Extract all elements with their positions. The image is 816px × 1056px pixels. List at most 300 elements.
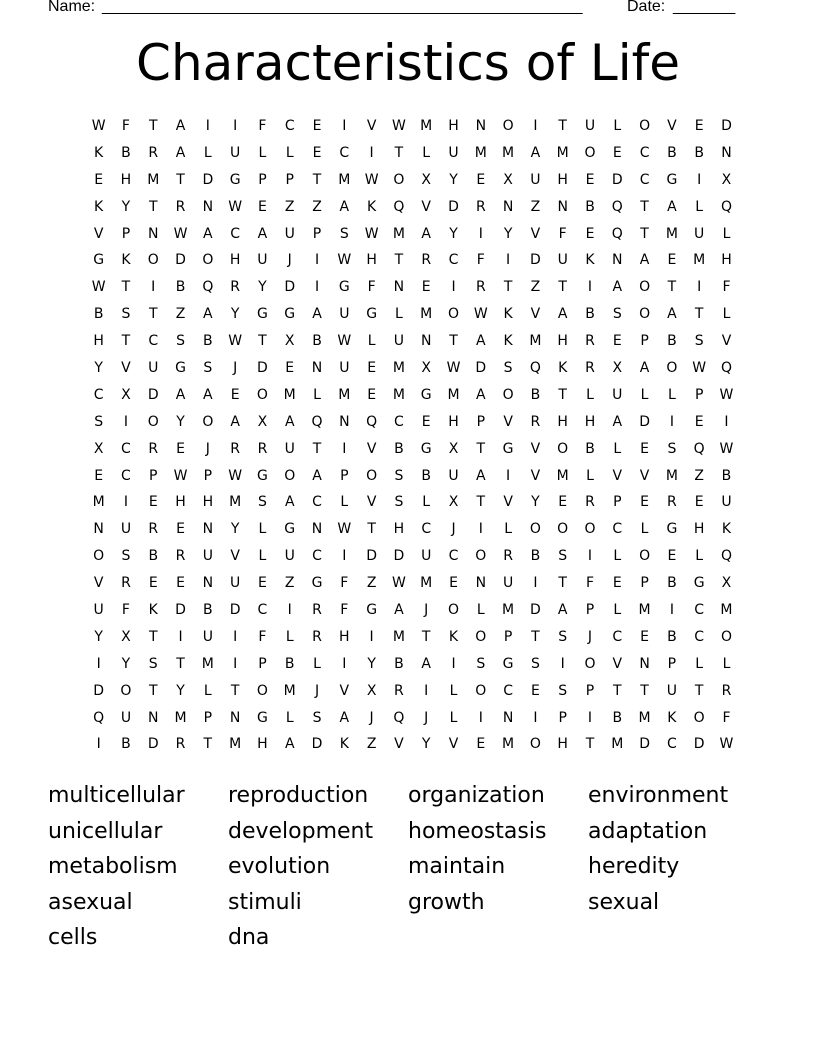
grid-letter: C	[694, 602, 705, 619]
grid-letter: B	[175, 279, 186, 296]
grid-letter: C	[257, 602, 268, 619]
grid-letter: R	[503, 548, 513, 565]
grid-letter: V	[530, 225, 541, 242]
grid-letter: I	[451, 655, 456, 672]
grid-letter: P	[667, 655, 677, 672]
grid-letter: V	[448, 736, 459, 753]
grid-letter: N	[148, 225, 159, 242]
grid-letter: L	[367, 333, 376, 350]
grid-letter: T	[558, 279, 567, 296]
grid-letter: A	[530, 144, 541, 161]
grid-letter: M	[665, 467, 678, 484]
grid-letter: W	[337, 252, 352, 269]
grid-letter: E	[176, 521, 185, 538]
grid-letter: E	[612, 333, 622, 350]
grid-letter: P	[312, 225, 322, 242]
grid-letter: Z	[366, 575, 377, 592]
grid-letter: K	[94, 144, 104, 161]
grid-letter: F	[367, 279, 376, 296]
grid-letter: M	[392, 628, 405, 645]
grid-letter: L	[203, 144, 212, 161]
grid-letter: V	[530, 467, 541, 484]
grid-letter: Q	[720, 360, 732, 377]
grid-letter: A	[476, 467, 486, 484]
grid-letter: H	[229, 252, 241, 269]
grid-letter: G	[175, 360, 186, 377]
grid-letter: V	[93, 225, 104, 242]
grid-letter: T	[558, 118, 567, 134]
grid-letter: E	[367, 386, 377, 403]
grid-letter: P	[558, 709, 567, 726]
grid-letter: M	[611, 736, 624, 753]
grid-letter: T	[176, 655, 185, 672]
grid-letter: X	[448, 440, 459, 457]
grid-letter: B	[530, 548, 541, 565]
grid-letter: H	[557, 736, 568, 753]
grid-letter: Y	[176, 413, 185, 430]
grid-letter: N	[420, 333, 432, 350]
grid-letter: P	[258, 171, 267, 188]
grid-letter: M	[392, 386, 405, 403]
grid-letter: Q	[611, 225, 623, 242]
grid-letter: R	[312, 628, 322, 645]
grid-letter: L	[449, 709, 458, 726]
grid-letter: L	[613, 548, 622, 565]
grid-letter: W	[364, 225, 379, 242]
grid-letter: H	[448, 413, 459, 430]
grid-letter: W	[91, 279, 106, 296]
word-list-item: unicellular	[48, 818, 163, 844]
grid-letter: B	[421, 467, 432, 484]
grid-letter: X	[284, 333, 295, 350]
grid-letter: E	[176, 575, 185, 592]
grid-letter: I	[96, 655, 101, 672]
grid-letter: T	[531, 628, 540, 645]
grid-letter: H	[339, 628, 350, 645]
grid-letter: R	[230, 279, 240, 296]
date-label: Date:	[627, 0, 666, 15]
grid-letter: O	[584, 144, 596, 161]
grid-letter: G	[257, 306, 268, 323]
grid-letter: D	[175, 252, 186, 269]
grid-letter: E	[148, 494, 158, 511]
grid-letter: W	[228, 333, 243, 350]
grid-letter: Q	[366, 413, 378, 430]
grid-letter: V	[93, 575, 104, 592]
grid-letter: U	[694, 225, 705, 242]
page-title: Characteristics of Life	[136, 34, 680, 92]
grid-letter: N	[311, 521, 323, 538]
grid-letter: M	[474, 144, 487, 161]
grid-letter: I	[233, 655, 238, 672]
grid-letter: K	[448, 628, 459, 645]
grid-letter: O	[666, 360, 678, 377]
grid-letter: U	[448, 467, 459, 484]
grid-letter: L	[722, 225, 731, 242]
grid-letter: T	[176, 171, 185, 188]
grid-letter: C	[694, 628, 705, 645]
grid-letter: U	[666, 682, 677, 699]
grid-letter: H	[366, 252, 377, 269]
grid-letter: B	[121, 736, 131, 753]
grid-letter: W	[228, 467, 243, 484]
grid-letter: Y	[449, 225, 458, 242]
grid-letter: N	[202, 575, 214, 592]
grid-letter: E	[530, 682, 540, 699]
grid-letter: K	[503, 306, 513, 323]
grid-letter: O	[256, 386, 268, 403]
grid-letter: I	[478, 225, 483, 242]
grid-letter: R	[421, 252, 432, 269]
grid-letter: T	[148, 682, 158, 699]
grid-letter: A	[394, 602, 404, 619]
grid-letter: G	[257, 709, 268, 726]
grid-letter: Y	[367, 655, 376, 672]
grid-letter: O	[147, 252, 159, 269]
grid-letter: I	[478, 709, 483, 726]
grid-letter: J	[233, 360, 238, 377]
grid-letter: M	[229, 736, 242, 753]
grid-letter: T	[258, 333, 267, 350]
grid-letter: I	[533, 709, 538, 726]
grid-letter: U	[93, 602, 104, 619]
word-search-grid	[85, 113, 740, 758]
grid-letter: N	[557, 198, 568, 215]
grid-letter: N	[475, 575, 487, 592]
grid-letter: R	[257, 440, 268, 457]
grid-letter: B	[721, 467, 732, 484]
grid-letter: J	[369, 709, 374, 726]
grid-letter: P	[203, 467, 213, 484]
word-list-item: environment	[588, 783, 729, 808]
grid-letter: X	[121, 386, 131, 403]
grid-letter: A	[175, 118, 186, 134]
grid-letter: T	[148, 198, 158, 215]
grid-letter: I	[342, 548, 347, 565]
grid-letter: G	[338, 279, 350, 296]
grid-letter: A	[312, 467, 322, 484]
grid-letter: G	[284, 521, 296, 538]
grid-letter: O	[693, 709, 705, 726]
grid-letter: C	[312, 548, 322, 565]
grid-letter: A	[476, 386, 486, 403]
grid-letter: B	[121, 144, 131, 161]
grid-letter: E	[476, 171, 486, 188]
grid-letter: R	[475, 279, 486, 296]
grid-letter: C	[121, 467, 131, 484]
grid-letter: A	[421, 655, 431, 672]
grid-letter: X	[448, 494, 459, 511]
grid-letter: M	[556, 144, 569, 161]
grid-letter: A	[203, 225, 213, 242]
grid-letter: T	[640, 682, 649, 699]
grid-letter: B	[203, 333, 213, 350]
word-list-item: asexual	[48, 889, 133, 915]
grid-letter: N	[202, 198, 214, 215]
grid-letter: X	[366, 682, 377, 699]
grid-letter: A	[257, 225, 268, 242]
grid-letter: U	[202, 628, 213, 645]
grid-letter: O	[93, 548, 105, 565]
grid-letter: T	[421, 628, 431, 645]
grid-letter: E	[640, 494, 650, 511]
grid-letter: G	[284, 306, 296, 323]
grid-letter: Y	[176, 682, 185, 699]
grid-letter: R	[148, 521, 159, 538]
grid-letter: I	[205, 118, 210, 134]
grid-letter: R	[175, 736, 186, 753]
grid-letter: E	[667, 252, 677, 269]
grid-letter: N	[148, 709, 159, 726]
grid-letter: T	[230, 682, 240, 699]
grid-letter: A	[175, 144, 186, 161]
grid-letter: G	[502, 655, 514, 672]
grid-letter: F	[121, 118, 130, 134]
grid-letter: M	[201, 655, 214, 672]
grid-letter: A	[557, 306, 568, 323]
grid-letter: R	[121, 575, 131, 592]
grid-letter: L	[422, 144, 431, 161]
grid-letter: F	[121, 602, 130, 619]
grid-letter: L	[449, 682, 458, 699]
grid-letter: S	[176, 333, 185, 350]
grid-letter: L	[695, 198, 704, 215]
grid-letter: T	[394, 144, 404, 161]
grid-letter: W	[91, 118, 106, 134]
grid-letter: P	[613, 494, 622, 511]
grid-letter: L	[340, 494, 349, 511]
grid-letter: O	[447, 602, 460, 619]
grid-letter: B	[284, 655, 295, 672]
grid-letter: C	[148, 333, 159, 350]
grid-letter: D	[721, 118, 732, 134]
grid-letter: P	[258, 655, 267, 672]
grid-letter: Z	[284, 198, 295, 215]
grid-letter: Q	[693, 440, 705, 457]
grid-letter: H	[120, 171, 132, 188]
grid-letter: D	[147, 386, 159, 403]
grid-letter: U	[557, 252, 568, 269]
grid-letter: W	[692, 360, 707, 377]
grid-letter: L	[695, 655, 704, 672]
grid-letter: L	[258, 548, 267, 565]
grid-letter: A	[421, 225, 431, 242]
grid-letter: F	[340, 575, 349, 592]
word-list-item: organization	[408, 783, 545, 808]
grid-letter: U	[257, 252, 268, 269]
grid-letter: G	[229, 171, 241, 188]
grid-letter: O	[284, 467, 296, 484]
grid-letter: C	[394, 413, 404, 430]
grid-letter: V	[667, 118, 677, 134]
grid-letter: P	[585, 682, 595, 699]
grid-letter: M	[693, 252, 706, 269]
grid-letter: P	[340, 467, 349, 484]
grid-letter: K	[558, 360, 568, 377]
grid-letter: N	[393, 279, 405, 296]
grid-letter: A	[612, 413, 623, 430]
grid-letter: M	[338, 171, 351, 188]
grid-letter: C	[612, 628, 623, 645]
grid-letter: F	[722, 709, 731, 726]
grid-letter: M	[502, 144, 515, 161]
grid-letter: B	[694, 144, 704, 161]
grid-letter: L	[586, 467, 594, 484]
grid-letter: B	[585, 440, 595, 457]
grid-letter: S	[558, 548, 568, 565]
grid-letter: B	[93, 306, 104, 323]
grid-letter: N	[202, 521, 214, 538]
grid-letter: W	[391, 118, 406, 134]
grid-letter: V	[366, 440, 377, 457]
grid-letter: X	[503, 171, 513, 188]
name-label: Name:	[48, 0, 96, 15]
grid-letter: D	[366, 548, 377, 565]
grid-letter: O	[584, 521, 596, 538]
grid-letter: L	[722, 655, 731, 672]
grid-letter: S	[203, 360, 213, 377]
word-list-item: development	[228, 818, 374, 844]
grid-letter: B	[667, 333, 677, 350]
grid-letter: E	[258, 575, 267, 592]
grid-letter: V	[421, 198, 431, 215]
grid-letter: N	[339, 413, 350, 430]
grid-letter: A	[639, 360, 650, 377]
grid-letter: L	[313, 655, 321, 672]
grid-letter: T	[694, 682, 704, 699]
grid-letter: G	[93, 252, 105, 269]
word-list-item: stimuli	[228, 889, 302, 915]
grid-letter: E	[558, 494, 568, 511]
grid-letter: P	[149, 467, 158, 484]
grid-letter: G	[420, 386, 432, 403]
grid-letter: V	[530, 306, 541, 323]
grid-letter: O	[557, 521, 569, 538]
grid-letter: Z	[366, 736, 377, 753]
grid-letter: R	[312, 602, 322, 619]
grid-letter: U	[230, 575, 241, 592]
grid-letter: V	[366, 118, 377, 134]
grid-letter: S	[121, 548, 131, 565]
grid-letter: A	[667, 198, 677, 215]
word-list	[48, 778, 768, 956]
grid-letter: E	[176, 440, 185, 457]
grid-letter: L	[613, 440, 622, 457]
grid-letter: Z	[530, 279, 541, 296]
grid-letter: A	[203, 306, 213, 323]
grid-letter: H	[557, 171, 568, 188]
grid-letter: U	[202, 548, 213, 565]
grid-letter: T	[449, 333, 458, 350]
grid-letter: K	[667, 709, 677, 726]
grid-letter: H	[557, 333, 568, 350]
grid-letter: S	[476, 655, 486, 672]
grid-letter: R	[530, 413, 541, 430]
grid-letter: E	[612, 575, 622, 592]
grid-letter: D	[393, 548, 405, 565]
grid-letter: I	[533, 118, 538, 134]
grid-letter: P	[203, 709, 213, 726]
grid-letter: R	[230, 440, 240, 457]
grid-letter: I	[506, 467, 511, 484]
grid-letter: T	[558, 575, 567, 592]
word-list-item: evolution	[228, 854, 331, 880]
grid-letter: P	[640, 575, 649, 592]
grid-letter: O	[720, 628, 732, 645]
grid-letter: F	[558, 225, 567, 242]
grid-letter: D	[311, 736, 323, 753]
grid-letter: Q	[720, 198, 732, 215]
grid-letter: H	[202, 494, 214, 511]
grid-letter: J	[205, 440, 210, 457]
grid-letter: M	[338, 386, 351, 403]
grid-letter: B	[530, 386, 541, 403]
grid-letter: S	[667, 440, 677, 457]
grid-letter: D	[147, 736, 159, 753]
grid-letter: D	[639, 736, 650, 753]
grid-letter: G	[666, 171, 678, 188]
grid-letter: A	[203, 386, 213, 403]
grid-letter: I	[724, 413, 729, 430]
grid-letter: N	[311, 360, 323, 377]
grid-letter: L	[504, 521, 512, 538]
grid-letter: S	[312, 709, 322, 726]
grid-letter: I	[342, 655, 347, 672]
grid-letter: D	[530, 252, 541, 269]
grid-letter: N	[639, 655, 650, 672]
grid-letter: V	[612, 655, 623, 672]
grid-letter: P	[121, 225, 131, 242]
grid-letter: O	[366, 467, 378, 484]
grid-letter: C	[448, 252, 459, 269]
grid-letter: F	[722, 279, 731, 296]
grid-letter: R	[175, 198, 186, 215]
grid-letter: A	[284, 736, 295, 753]
grid-letter: M	[420, 575, 433, 592]
grid-letter: A	[284, 413, 295, 430]
grid-letter: M	[283, 386, 296, 403]
grid-letter: R	[667, 494, 677, 511]
grid-letter: H	[93, 333, 104, 350]
grid-letter: X	[93, 440, 104, 457]
grid-letter: A	[476, 333, 486, 350]
date-blank: _______	[673, 0, 736, 15]
grid-letter: M	[147, 171, 160, 188]
grid-letter: X	[421, 171, 431, 188]
grid-letter: G	[666, 521, 678, 538]
grid-letter: B	[667, 575, 677, 592]
grid-letter: U	[421, 548, 432, 565]
grid-letter: J	[424, 709, 429, 726]
grid-letter: U	[284, 440, 295, 457]
grid-letter: O	[584, 655, 596, 672]
grid-letter: E	[312, 144, 322, 161]
grid-letter: B	[667, 628, 677, 645]
grid-letter: P	[694, 386, 704, 403]
grid-letter: W	[719, 386, 734, 403]
grid-letter: X	[721, 171, 732, 188]
grid-letter: O	[202, 252, 214, 269]
grid-letter: I	[178, 628, 183, 645]
grid-letter: C	[503, 682, 513, 699]
grid-letter: Z	[175, 306, 186, 323]
grid-letter: D	[93, 682, 105, 699]
grid-letter: W	[337, 521, 352, 538]
grid-letter: B	[203, 602, 213, 619]
grid-letter: T	[640, 198, 649, 215]
grid-letter: W	[173, 225, 188, 242]
grid-letter: C	[666, 736, 677, 753]
